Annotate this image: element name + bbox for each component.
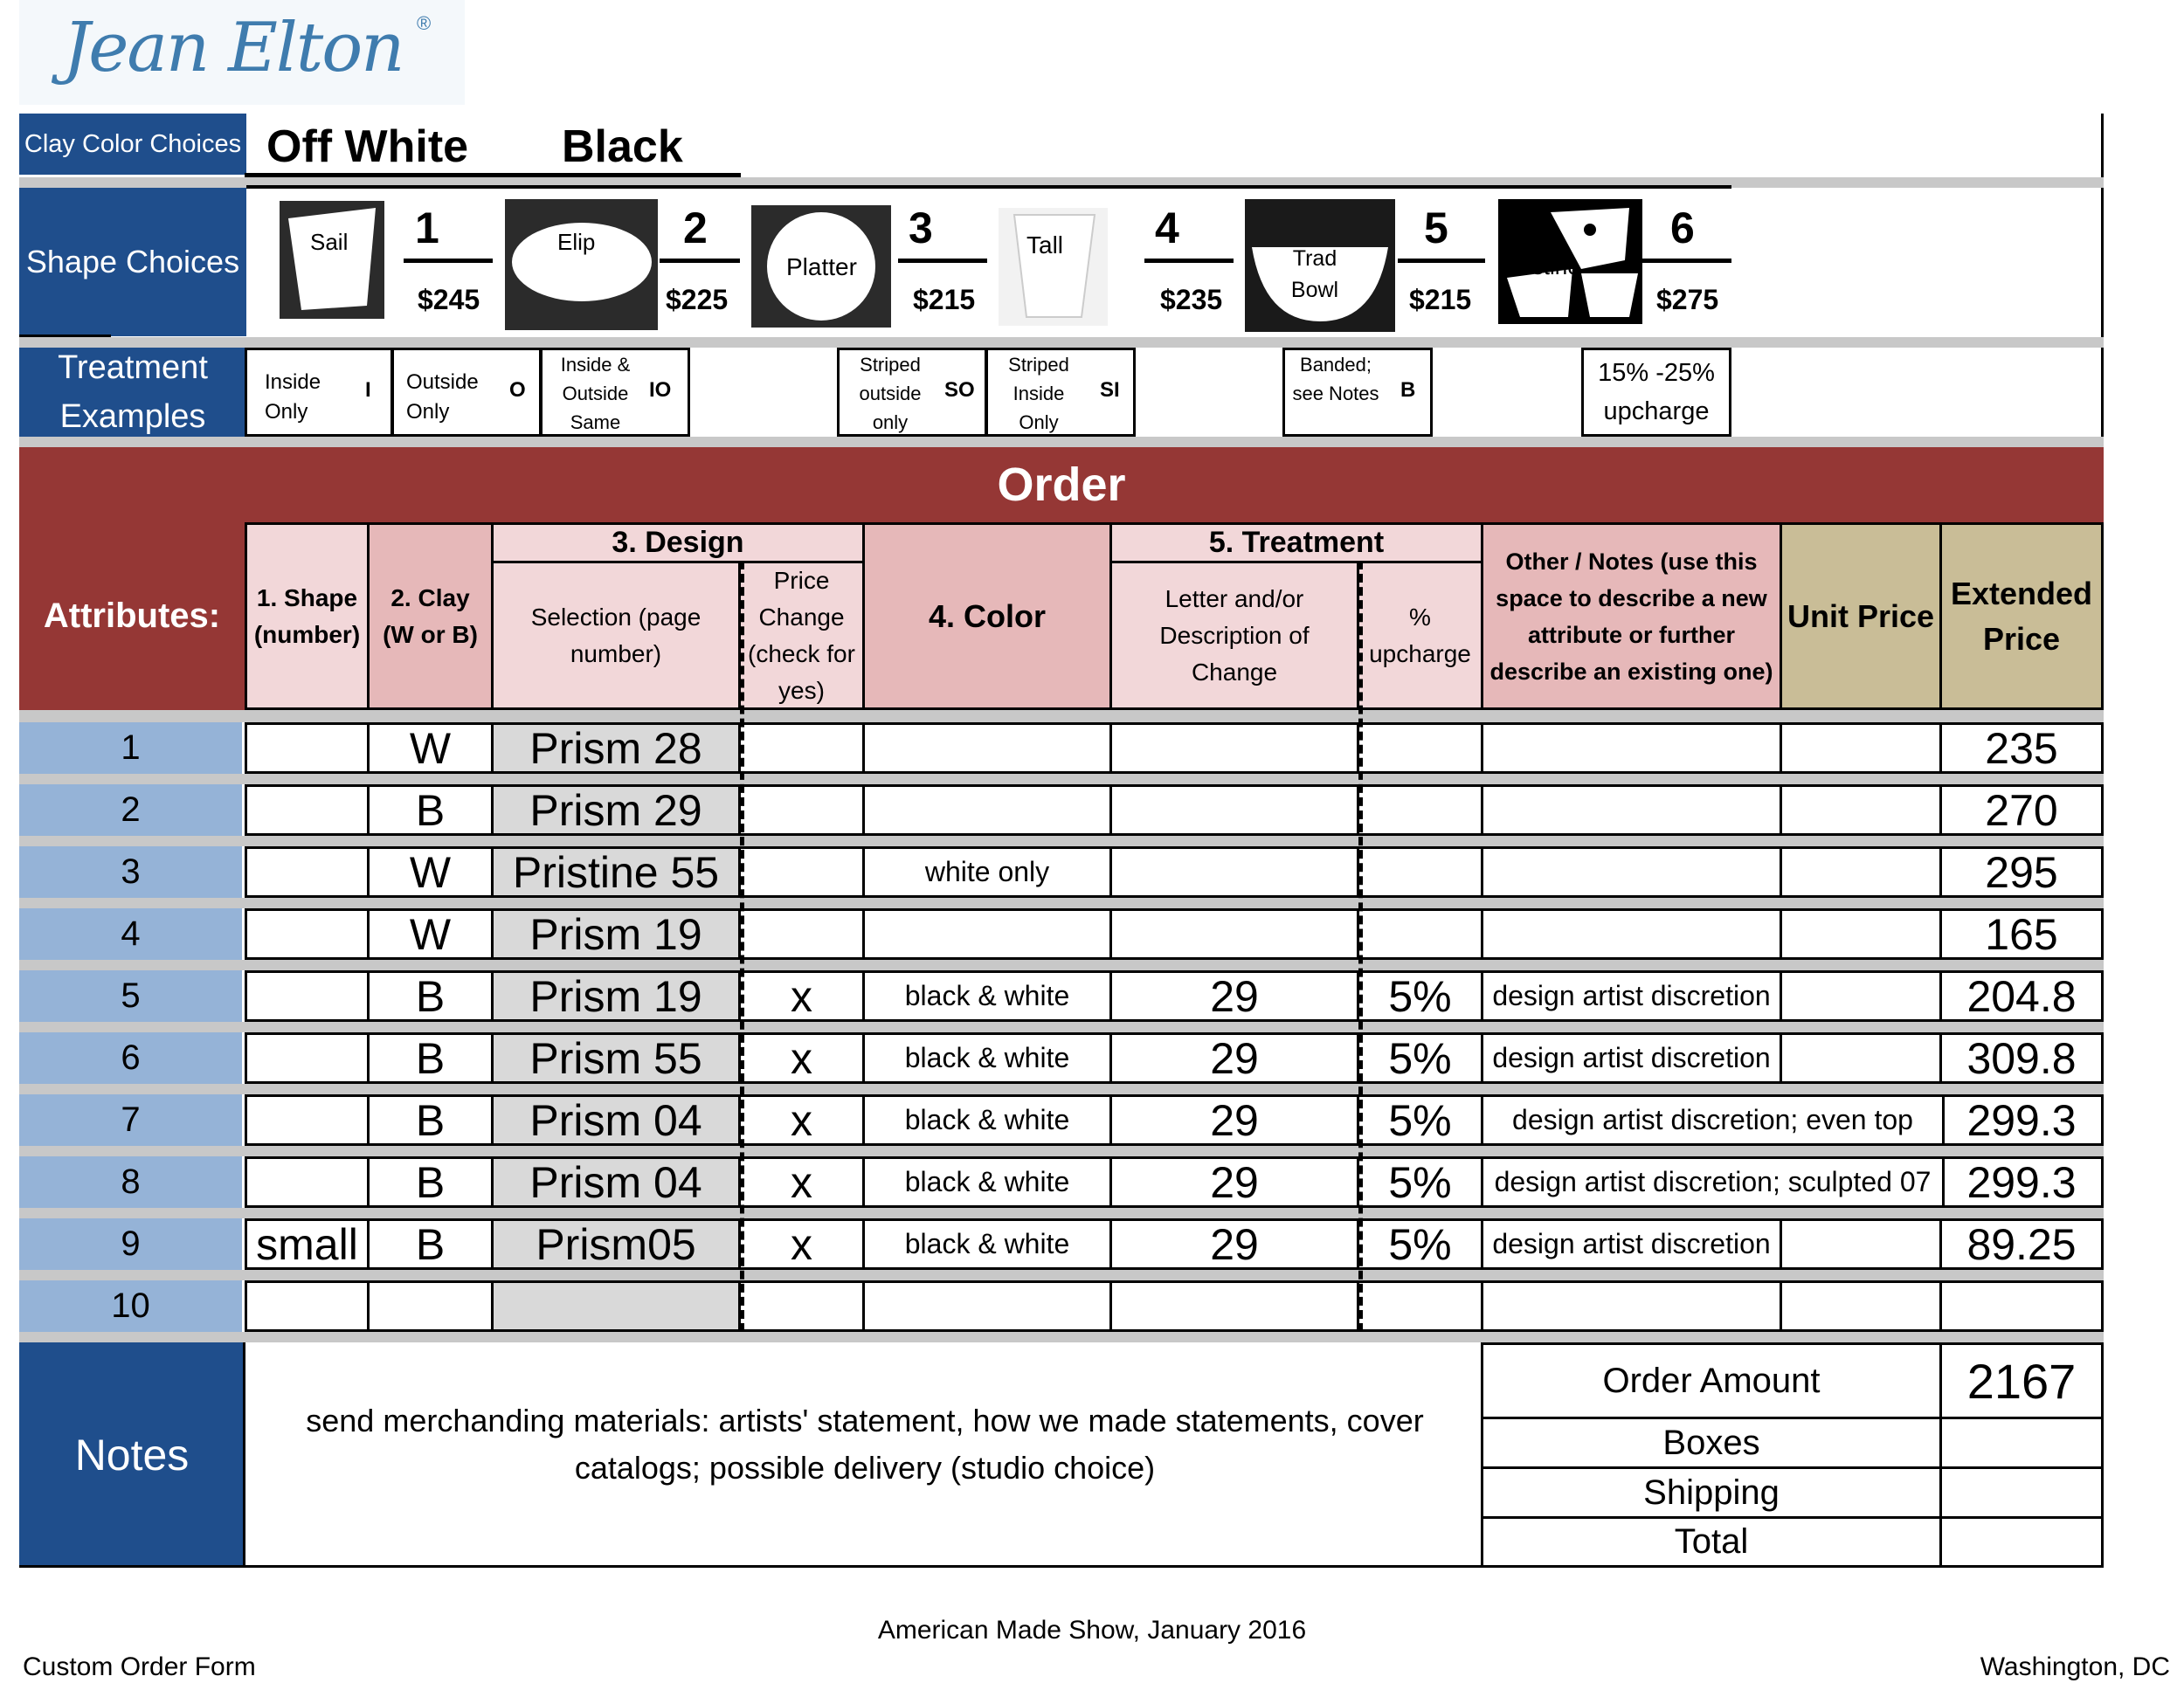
cell-unit-price[interactable] [1780, 1218, 1942, 1270]
notes-label: Notes [19, 1342, 245, 1568]
clay-option-black: Black [562, 121, 683, 172]
cell-clay[interactable]: B [367, 970, 494, 1022]
cell-treatment-pct[interactable] [1357, 784, 1483, 836]
treatment-code: O [509, 378, 526, 402]
cell-design[interactable]: Pristine 55 [491, 846, 741, 898]
cell-clay[interactable]: B [367, 784, 494, 836]
treatment-box-striped-inside [985, 348, 1136, 437]
footer-right: Washington, DC [1980, 1652, 2170, 1681]
cell-color[interactable]: black & white [862, 1032, 1112, 1084]
cell-price-change[interactable]: x [738, 1156, 865, 1208]
row-number: 5 [19, 970, 242, 1022]
order-title: Order [19, 447, 2104, 522]
cell-price-change[interactable] [738, 722, 865, 774]
divider [898, 259, 987, 263]
cell-clay[interactable]: W [367, 846, 494, 898]
cell-extended-price[interactable]: 89.25 [1939, 1218, 2104, 1270]
shape-top-line [246, 185, 1731, 189]
shape-number: 2 [683, 203, 708, 252]
cell-extended-price[interactable]: 309.8 [1939, 1032, 2104, 1084]
treatment-desc: Inside Only [265, 370, 321, 424]
cell-treatment-letter[interactable]: 29 [1109, 1032, 1359, 1084]
cell-design[interactable]: Prism 04 [491, 1094, 741, 1146]
divider [19, 898, 2104, 908]
cell-treatment-pct[interactable] [1357, 722, 1483, 774]
cell-shape[interactable] [245, 722, 370, 774]
cell-color[interactable] [862, 908, 1112, 960]
cell-unit-price[interactable] [1780, 1032, 1942, 1084]
treatment-code: IO [649, 378, 672, 402]
clay-option-off-white: Off White [266, 121, 469, 172]
header-color: 4. Color [862, 522, 1112, 710]
cell-price-change[interactable] [738, 846, 865, 898]
divider [1398, 259, 1485, 263]
shape-price: $245 [418, 284, 480, 315]
cell-treatment-pct[interactable]: 5% [1357, 1218, 1483, 1270]
dashed-column-divider [1358, 561, 1363, 1332]
divider [19, 1332, 2104, 1342]
cell-extended-price[interactable]: 165 [1939, 908, 2104, 960]
divider [404, 259, 493, 263]
cell-unit-price[interactable] [1780, 722, 1942, 774]
sail-shape-image [280, 201, 384, 319]
cell-price-change[interactable]: x [738, 1094, 865, 1146]
cell-design[interactable]: Prism 19 [491, 908, 741, 960]
cell-color[interactable]: black & white [862, 970, 1112, 1022]
treatment-box-striped-outside [837, 348, 987, 437]
divider [19, 774, 2104, 784]
treatment-code: SI [1100, 378, 1120, 402]
row-number: 6 [19, 1032, 242, 1084]
shape-price: $215 [1409, 284, 1472, 315]
cell-unit-price[interactable] [1780, 970, 1942, 1022]
cell-shape[interactable] [245, 1156, 370, 1208]
form-right-border [2101, 114, 2104, 445]
divider [19, 1146, 2104, 1156]
cell-extended-price[interactable]: 299.3 [1939, 1156, 2104, 1208]
shape-name: Elip [557, 229, 596, 255]
cell-treatment-pct[interactable] [1357, 1280, 1483, 1332]
treatment-examples-label: Treatment Examples [19, 348, 246, 437]
divider [19, 1208, 2104, 1218]
footer-left: Custom Order Form [23, 1652, 256, 1681]
cell-design[interactable]: Prism 19 [491, 970, 741, 1022]
cell-treatment-letter[interactable]: 29 [1109, 1156, 1359, 1208]
row-number: 7 [19, 1094, 242, 1146]
cell-notes[interactable]: design artist discretion; even top [1481, 1094, 1945, 1146]
shape-name: Platter [786, 253, 857, 280]
cell-color[interactable]: white only [862, 846, 1112, 898]
clay-color-label: Clay Color Choices [19, 114, 246, 175]
shape-number: 4 [1155, 203, 1179, 252]
cell-treatment-pct[interactable] [1357, 908, 1483, 960]
cell-price-change[interactable]: x [738, 1218, 865, 1270]
header-shape: 1. Shape (number) [245, 522, 370, 710]
shape-name: Tall [1026, 231, 1064, 259]
row-number: 8 [19, 1156, 242, 1208]
jean-elton-logo [19, 0, 465, 105]
cell-extended-price[interactable]: 299.3 [1939, 1094, 2104, 1146]
boxes-value[interactable] [1939, 1417, 2104, 1469]
cell-unit-price[interactable] [1780, 784, 1942, 836]
divider [19, 960, 2104, 970]
divider [19, 1270, 2104, 1280]
cell-shape[interactable]: small [245, 1218, 370, 1270]
cell-color[interactable] [862, 1280, 1112, 1332]
cell-notes[interactable] [1481, 846, 1782, 898]
registered-mark: ® [417, 12, 432, 34]
header-design: 3. Design [491, 522, 865, 563]
boxes-label: Boxes [1481, 1417, 1942, 1469]
total-label: Total [1481, 1516, 1942, 1568]
cell-clay[interactable]: B [367, 1094, 494, 1146]
cell-price-change[interactable]: x [738, 1032, 865, 1084]
cell-treatment-pct[interactable]: 5% [1357, 1032, 1483, 1084]
footer-event: American Made Show, January 2016 [877, 1616, 1307, 1645]
cell-clay[interactable]: W [367, 722, 494, 774]
treatment-box-inside-only [245, 348, 393, 437]
treatment-box-banded [1282, 348, 1433, 437]
cell-clay[interactable] [367, 1280, 494, 1332]
cell-design[interactable]: Prism05 [491, 1218, 741, 1270]
cell-shape[interactable] [245, 908, 370, 960]
shipping-value[interactable] [1939, 1466, 2104, 1519]
cell-design[interactable]: Prism 29 [491, 784, 741, 836]
shape-name: Trad Bowl [1290, 246, 1339, 302]
divider [19, 1084, 2104, 1094]
cell-price-change[interactable] [738, 784, 865, 836]
shape-name: Sail [310, 229, 349, 255]
cell-clay[interactable]: B [367, 1032, 494, 1084]
cell-shape[interactable] [245, 846, 370, 898]
cell-price-change[interactable] [738, 908, 865, 960]
order-amount-value[interactable]: 2167 [1939, 1342, 2104, 1419]
treatment-desc: Striped Inside Only [1008, 354, 1069, 433]
elip-shape-image [505, 199, 658, 330]
total-value[interactable] [1939, 1516, 2104, 1568]
header-design-price: Price Change (check for yes) [738, 561, 865, 710]
divider [19, 836, 2104, 846]
cell-treatment-letter[interactable]: 29 [1109, 1218, 1359, 1270]
cell-color[interactable]: black & white [862, 1094, 1112, 1146]
cell-notes[interactable]: design artist discretion [1481, 970, 1782, 1022]
shipping-label: Shipping [1481, 1466, 1942, 1519]
divider [19, 437, 2104, 447]
cell-design[interactable]: Prism 04 [491, 1156, 741, 1208]
header-treatment: 5. Treatment [1109, 522, 1483, 563]
treatment-desc: Striped outside only [859, 354, 922, 433]
cell-treatment-letter[interactable] [1109, 846, 1359, 898]
cell-notes[interactable]: design artist discretion; sculpted 07 [1481, 1156, 1945, 1208]
cell-shape[interactable] [245, 1094, 370, 1146]
order-amount-label: Order Amount [1481, 1342, 1942, 1419]
divider [660, 259, 740, 263]
shape-number: 6 [1670, 203, 1695, 252]
shape-price: $225 [666, 284, 729, 315]
cell-treatment-letter[interactable] [1109, 722, 1359, 774]
cell-treatment-letter[interactable] [1109, 1280, 1359, 1332]
cell-notes[interactable] [1481, 908, 1782, 960]
cell-unit-price[interactable] [1780, 908, 1942, 960]
cell-color[interactable]: black & white [862, 1156, 1112, 1208]
treatment-desc: Inside & Outside Same [560, 354, 631, 433]
shape-name: Pristine [1504, 253, 1580, 279]
cell-color[interactable] [862, 722, 1112, 774]
logo-text: Jean Elton [63, 9, 404, 87]
shape-number: 3 [909, 203, 933, 252]
row-number: 4 [19, 908, 242, 960]
cell-shape[interactable] [245, 1032, 370, 1084]
treatment-code: B [1400, 378, 1416, 402]
row-number: 2 [19, 784, 242, 836]
cell-design[interactable] [491, 1280, 741, 1332]
divider [243, 1342, 245, 1568]
divider [19, 710, 2104, 722]
cell-clay[interactable]: B [367, 1156, 494, 1208]
cell-price-change[interactable]: x [738, 970, 865, 1022]
shape-price: $235 [1160, 284, 1223, 315]
treatment-desc: Banded; see Notes [1292, 354, 1379, 404]
cell-notes[interactable] [1481, 784, 1782, 836]
cell-treatment-letter[interactable] [1109, 908, 1359, 960]
shape-price: $275 [1656, 284, 1719, 315]
cell-clay[interactable]: B [367, 1218, 494, 1270]
divider [1144, 259, 1234, 263]
header-extended-price: Extended Price [1939, 522, 2104, 710]
row-number: 10 [19, 1280, 242, 1332]
cell-treatment-pct[interactable] [1357, 846, 1483, 898]
row-number: 3 [19, 846, 242, 898]
header-clay: 2. Clay (W or B) [367, 522, 494, 710]
cell-shape[interactable] [245, 1280, 370, 1332]
cell-extended-price[interactable]: 235 [1939, 722, 2104, 774]
cell-color[interactable]: black & white [862, 1218, 1112, 1270]
cell-extended-price[interactable]: 270 [1939, 784, 2104, 836]
dashed-column-divider [740, 561, 744, 1332]
cell-unit-price[interactable] [1780, 1280, 1942, 1332]
cell-shape[interactable] [245, 784, 370, 836]
header-treatment-pct: % upcharge [1357, 561, 1483, 710]
divider [19, 337, 2104, 348]
cell-treatment-pct[interactable]: 5% [1357, 1094, 1483, 1146]
cell-treatment-letter[interactable] [1109, 784, 1359, 836]
cell-color[interactable] [862, 784, 1112, 836]
treatment-box-outside-only [391, 348, 542, 437]
treatment-desc: Outside Only [406, 370, 479, 424]
cell-notes[interactable]: design artist discretion [1481, 1032, 1782, 1084]
cell-shape[interactable] [245, 970, 370, 1022]
cell-extended-price[interactable]: 295 [1939, 846, 2104, 898]
cell-treatment-letter[interactable]: 29 [1109, 1094, 1359, 1146]
header-design-selection: Selection (page number) [491, 561, 741, 710]
divider [1642, 259, 1731, 263]
cell-notes[interactable] [1481, 722, 1782, 774]
shape-price: $215 [913, 284, 976, 315]
treatment-upcharge-box: 15% -25% upcharge [1581, 348, 1731, 437]
header-notes: Other / Notes (use this space to describe a new attribute or further describe an existing one) [1481, 522, 1782, 710]
shape-number: 1 [415, 203, 439, 252]
cell-design[interactable]: Prism 28 [491, 722, 741, 774]
treatment-box-inside-outside [540, 348, 690, 437]
cell-treatment-letter[interactable]: 29 [1109, 970, 1359, 1022]
cell-extended-price[interactable] [1939, 1280, 2104, 1332]
tall-shape-image [999, 208, 1108, 326]
cell-clay[interactable]: W [367, 908, 494, 960]
cell-price-change[interactable] [738, 1280, 865, 1332]
cell-design[interactable]: Prism 55 [491, 1032, 741, 1084]
cell-unit-price[interactable] [1780, 846, 1942, 898]
treatment-code: I [365, 378, 371, 402]
cell-treatment-pct[interactable]: 5% [1357, 970, 1483, 1022]
cell-notes[interactable] [1481, 1280, 1782, 1332]
attributes-label: Attributes: [19, 522, 245, 710]
notes-text[interactable]: send merchanding materials: artists' statement, how we made statements, cover catalogs; possible delivery (studio choice) [306, 1403, 1424, 1486]
divider [19, 1022, 2104, 1032]
cell-extended-price[interactable]: 204.8 [1939, 970, 2104, 1022]
cell-treatment-pct[interactable]: 5% [1357, 1156, 1483, 1208]
treatment-code: SO [944, 378, 975, 402]
header-unit-price: Unit Price [1780, 522, 1942, 710]
row-number: 1 [19, 722, 242, 774]
cell-notes[interactable]: design artist discretion [1481, 1218, 1782, 1270]
shape-choices-label: Shape Choices [19, 188, 246, 336]
header-treatment-letter: Letter and/or Description of Change [1109, 561, 1359, 710]
shape-number: 5 [1424, 203, 1448, 252]
row-number: 9 [19, 1218, 242, 1270]
